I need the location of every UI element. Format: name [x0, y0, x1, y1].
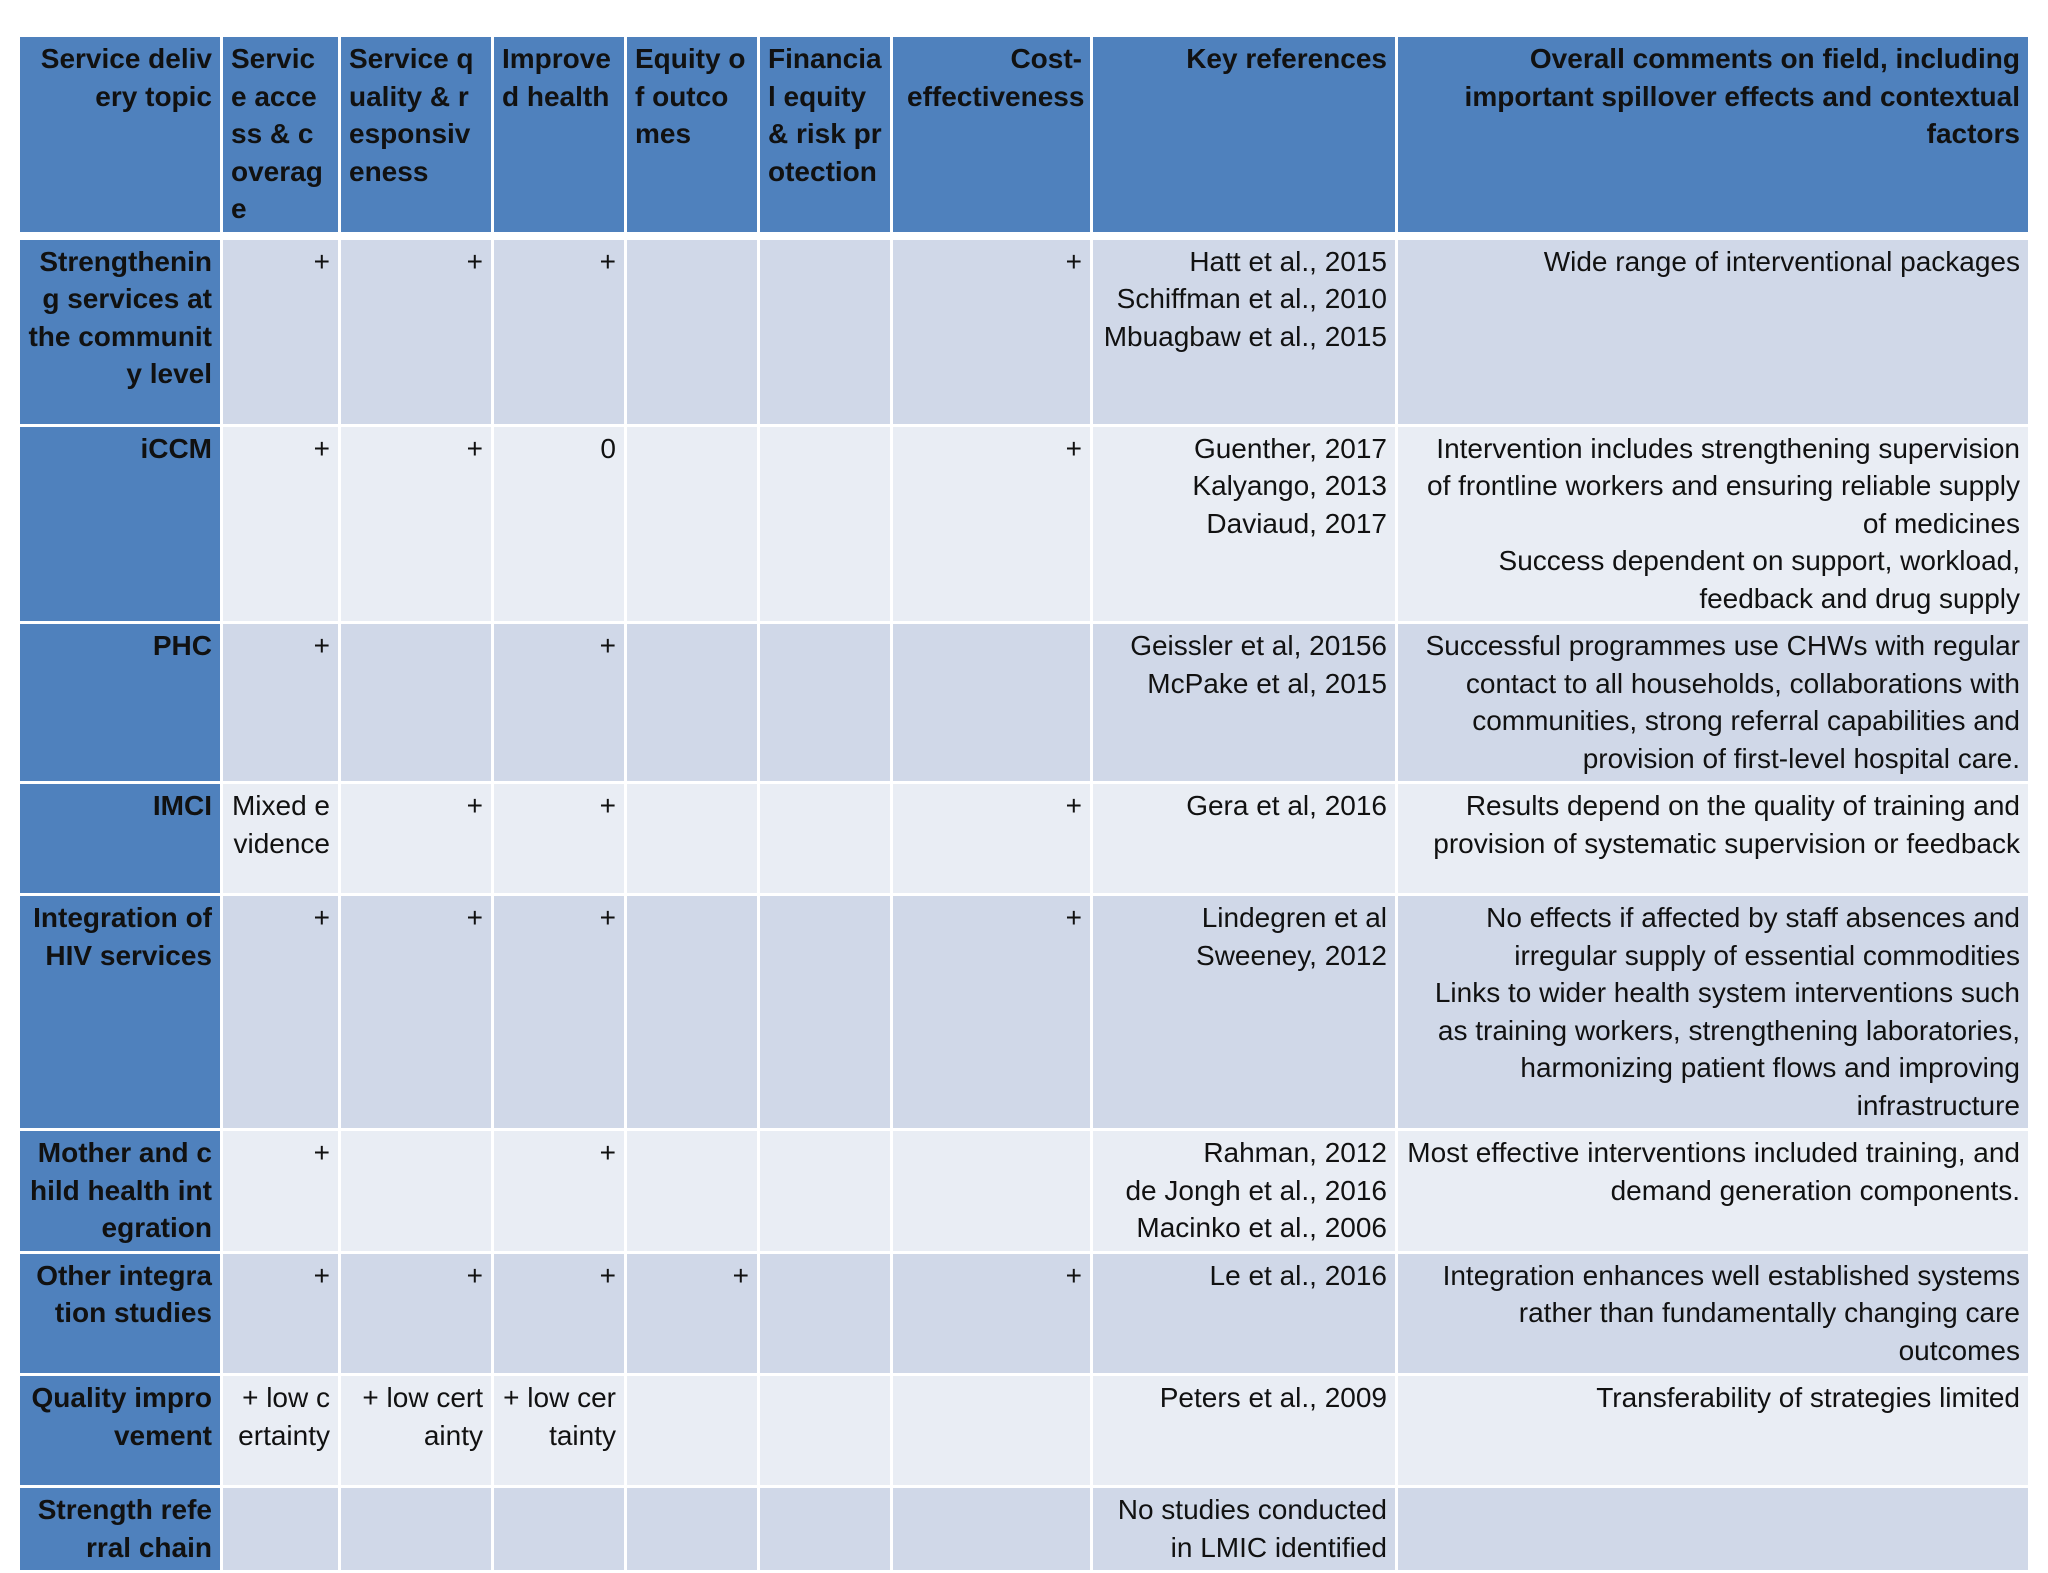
- reference-line: Daviaud, 2017: [1206, 507, 1387, 539]
- header-service-delivery-topic: Service delivery topic: [20, 37, 220, 237]
- cell-service-quality: [341, 1131, 491, 1251]
- cell-improved-health: +: [494, 1131, 624, 1251]
- cell-service-quality: +: [341, 784, 491, 893]
- cell-overall-comments: [1398, 1376, 2028, 1485]
- evidence-table: [17, 34, 2031, 1573]
- cell-service-access: [223, 1488, 338, 1570]
- cell-overall-comments: [1398, 1488, 2028, 1570]
- cell-key-references: [1093, 1376, 1395, 1485]
- cell-financial-equity: [760, 1376, 890, 1485]
- header-financial-equity: Financial equity & risk protection: [760, 37, 890, 237]
- cell-financial-equity: [760, 427, 890, 622]
- row-topic: Mother and child health integration: [20, 1131, 220, 1251]
- row-topic: Strengthening services at the community level: [20, 240, 220, 424]
- cell-key-references: [1093, 240, 1395, 424]
- cell-key-references: [1093, 1131, 1395, 1251]
- cell-improved-health: +: [494, 1254, 624, 1374]
- reference-line: Rahman, 2012: [1203, 1137, 1387, 1168]
- header-row: [20, 37, 2028, 237]
- cell-equity-of-outcomes: [627, 624, 757, 781]
- cell-cost-effectiveness: +: [893, 896, 1090, 1128]
- cell-improved-health: +: [494, 784, 624, 893]
- reference-line: Sweeney, 2012: [1196, 939, 1387, 971]
- cell-equity-of-outcomes: [627, 427, 757, 622]
- reference-line: McPake et al, 2015: [1147, 667, 1387, 699]
- header-equity-of-outcomes: Equity of outcomes: [627, 37, 757, 237]
- table-row: [20, 624, 2028, 781]
- reference-line: de Jongh et al., 2016: [1125, 1174, 1387, 1206]
- cell-equity-of-outcomes: [627, 896, 757, 1128]
- cell-key-references: [1093, 1254, 1395, 1374]
- cell-financial-equity: [760, 1488, 890, 1570]
- reference-line: No studies conducted in LMIC identified: [1117, 1494, 1387, 1563]
- cell-key-references: [1093, 427, 1395, 622]
- table-row: [20, 1376, 2028, 1485]
- cell-service-quality: [341, 1488, 491, 1570]
- cell-overall-comments: [1398, 784, 2028, 893]
- cell-key-references: [1093, 624, 1395, 781]
- reference-line: Macinko et al., 2006: [1136, 1212, 1387, 1243]
- cell-service-access: +: [223, 1131, 338, 1251]
- cell-overall-comments: [1398, 1131, 2028, 1251]
- cell-cost-effectiveness: +: [893, 427, 1090, 622]
- cell-service-quality: +: [341, 427, 491, 622]
- cell-service-access: Mixed evidence: [223, 784, 338, 893]
- cell-improved-health: + low certainty: [494, 1376, 624, 1485]
- cell-overall-comments: [1398, 896, 2028, 1128]
- comment-paragraph: Success dependent on support, workload, feedback and drug supply: [1498, 545, 2020, 614]
- cell-service-access: +: [223, 1254, 338, 1374]
- cell-cost-effectiveness: [893, 1488, 1090, 1570]
- cell-cost-effectiveness: +: [893, 784, 1090, 893]
- cell-improved-health: +: [494, 240, 624, 424]
- table-row: [20, 240, 2028, 424]
- cell-improved-health: +: [494, 896, 624, 1128]
- cell-cost-effectiveness: [893, 1376, 1090, 1485]
- cell-financial-equity: [760, 624, 890, 781]
- comment-paragraph: Intervention includes strengthening supervision of frontline workers and ensuring reliable supply of medicines: [1427, 432, 2020, 539]
- cell-equity-of-outcomes: [627, 784, 757, 893]
- header-cost-effectiveness: Cost-effectiveness: [893, 37, 1090, 237]
- reference-line: Kalyango, 2013: [1192, 470, 1387, 501]
- table-row: [20, 896, 2028, 1128]
- reference-line: Guenther, 2017: [1193, 432, 1387, 464]
- cell-service-quality: +: [341, 1254, 491, 1374]
- reference-line: Hatt et al., 2015: [1189, 245, 1387, 277]
- comment-paragraph: Links to wider health system interventions such as training workers, strengthening laboratories, harmonizing patient flows and improving infrastructure: [1434, 977, 2020, 1121]
- table-row: [20, 1131, 2028, 1251]
- header-overall-comments: Overall comments on field, including important spillover effects and contextual factors: [1398, 37, 2028, 237]
- reference-line: Lindegren et al: [1201, 902, 1387, 933]
- row-topic: Integration of HIV services: [20, 896, 220, 1128]
- table-body: [20, 240, 2028, 1571]
- comment-paragraph: Most effective interventions included training, and demand generation components.: [1407, 1137, 2020, 1206]
- reference-line: Schiffman et al., 2010: [1116, 283, 1387, 314]
- cell-improved-health: 0: [494, 427, 624, 622]
- cell-cost-effectiveness: [893, 1131, 1090, 1251]
- comment-paragraph: Successful programmes use CHWs with regular contact to all households, collaborations with communities, strong referral capabilities and provision of first-level hospital care.: [1425, 630, 2020, 774]
- cell-overall-comments: [1398, 240, 2028, 424]
- cell-financial-equity: [760, 1254, 890, 1374]
- reference-line: Peters et al., 2009: [1159, 1382, 1387, 1413]
- header-key-references: Key references: [1093, 37, 1395, 237]
- comment-paragraph: Wide range of interventional packages: [1543, 245, 2020, 277]
- header-service-access: Service access & coverage: [223, 37, 338, 237]
- row-topic: iCCM: [20, 427, 220, 622]
- reference-line: Gera et al, 2016: [1186, 790, 1387, 821]
- row-topic: IMCI: [20, 784, 220, 893]
- reference-line: Geissler et al, 20156: [1130, 630, 1387, 661]
- cell-equity-of-outcomes: [627, 1131, 757, 1251]
- header-service-quality: Service quality & responsiveness: [341, 37, 491, 237]
- table-row: [20, 1254, 2028, 1374]
- table-row: [20, 784, 2028, 893]
- cell-service-access: +: [223, 427, 338, 622]
- header-improved-health: Improved health: [494, 37, 624, 237]
- row-topic: PHC: [20, 624, 220, 781]
- cell-overall-comments: [1398, 427, 2028, 622]
- cell-service-access: +: [223, 896, 338, 1128]
- cell-service-quality: [341, 624, 491, 781]
- row-topic: Other integration studies: [20, 1254, 220, 1374]
- cell-cost-effectiveness: [893, 624, 1090, 781]
- cell-overall-comments: [1398, 1254, 2028, 1374]
- cell-key-references: [1093, 784, 1395, 893]
- cell-financial-equity: [760, 896, 890, 1128]
- cell-service-quality: +: [341, 240, 491, 424]
- cell-equity-of-outcomes: [627, 1488, 757, 1570]
- cell-equity-of-outcomes: [627, 240, 757, 424]
- cell-financial-equity: [760, 1131, 890, 1251]
- cell-overall-comments: [1398, 624, 2028, 781]
- reference-line: Mbuagbaw et al., 2015: [1103, 320, 1387, 352]
- cell-key-references: [1093, 896, 1395, 1128]
- reference-line: Le et al., 2016: [1209, 1259, 1387, 1291]
- cell-improved-health: [494, 1488, 624, 1570]
- cell-improved-health: +: [494, 624, 624, 781]
- cell-key-references: [1093, 1488, 1395, 1570]
- table-row: [20, 1488, 2028, 1570]
- row-topic: Strength referral chain: [20, 1488, 220, 1570]
- comment-paragraph: Results depend on the quality of training and provision of systematic supervision or feedback: [1433, 790, 2020, 859]
- comment-paragraph: Integration enhances well established systems rather than fundamentally changing care outcomes: [1442, 1259, 2020, 1366]
- cell-financial-equity: [760, 240, 890, 424]
- row-topic: Quality improvement: [20, 1376, 220, 1485]
- cell-equity-of-outcomes: [627, 1376, 757, 1485]
- cell-equity-of-outcomes: +: [627, 1254, 757, 1374]
- cell-cost-effectiveness: +: [893, 240, 1090, 424]
- comment-paragraph: No effects if affected by staff absences and irregular supply of essential commodities: [1486, 902, 2020, 971]
- comment-paragraph: Transferability of strategies limited: [1596, 1382, 2020, 1413]
- cell-service-quality: +: [341, 896, 491, 1128]
- cell-service-access: +: [223, 240, 338, 424]
- cell-service-access: + low certainty: [223, 1376, 338, 1485]
- cell-financial-equity: [760, 784, 890, 893]
- cell-cost-effectiveness: +: [893, 1254, 1090, 1374]
- cell-service-quality: + low certainty: [341, 1376, 491, 1485]
- table-row: [20, 427, 2028, 622]
- cell-service-access: +: [223, 624, 338, 781]
